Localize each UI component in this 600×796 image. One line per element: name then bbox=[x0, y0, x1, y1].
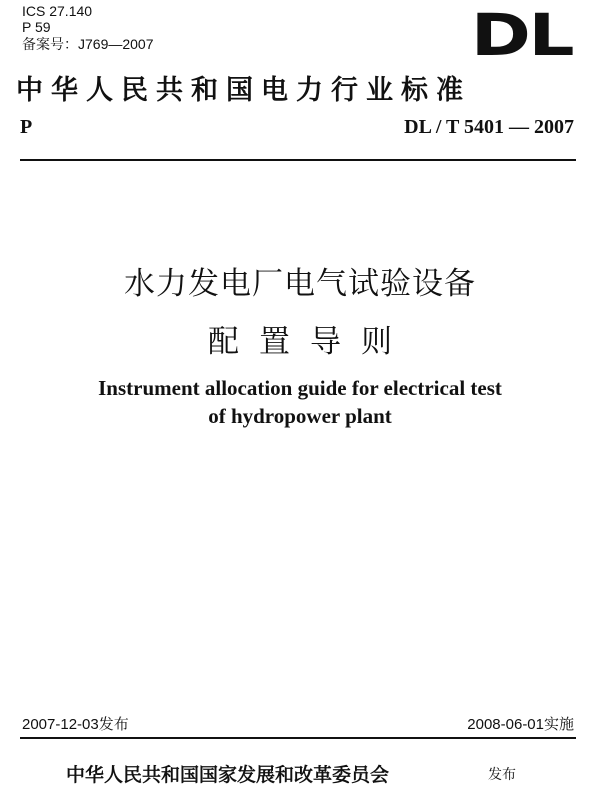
classification-code: P bbox=[20, 116, 33, 138]
top-divider bbox=[20, 159, 576, 161]
chinese-title-line-1: 水力发电厂电气试验设备 bbox=[124, 266, 476, 302]
ccs-code: P 59 bbox=[22, 19, 51, 35]
ics-code: ICS 27.140 bbox=[22, 3, 93, 19]
english-title-line-1: Instrument allocation guide for electrical test bbox=[98, 376, 502, 400]
record-number: 备案号：J769—2007 bbox=[22, 36, 154, 52]
bottom-divider bbox=[20, 737, 576, 739]
chinese-title-line-2: 配置导则 bbox=[208, 324, 412, 360]
english-title-line-2: of hydropower plant bbox=[208, 404, 392, 428]
dl-logo: DL bbox=[470, 1, 572, 69]
implementation-date: 2008-06-01实施 bbox=[467, 716, 574, 733]
issue-label: 发布 bbox=[488, 767, 516, 783]
standard-number: DL / T 5401 — 2007 bbox=[404, 116, 574, 138]
industry-standard-heading: 中华人民共和国电力行业标准 bbox=[16, 75, 471, 106]
issuing-authority: 中华人民共和国国家发展和改革委员会 bbox=[66, 764, 390, 786]
issue-date: 2007-12-03发布 bbox=[22, 716, 129, 733]
